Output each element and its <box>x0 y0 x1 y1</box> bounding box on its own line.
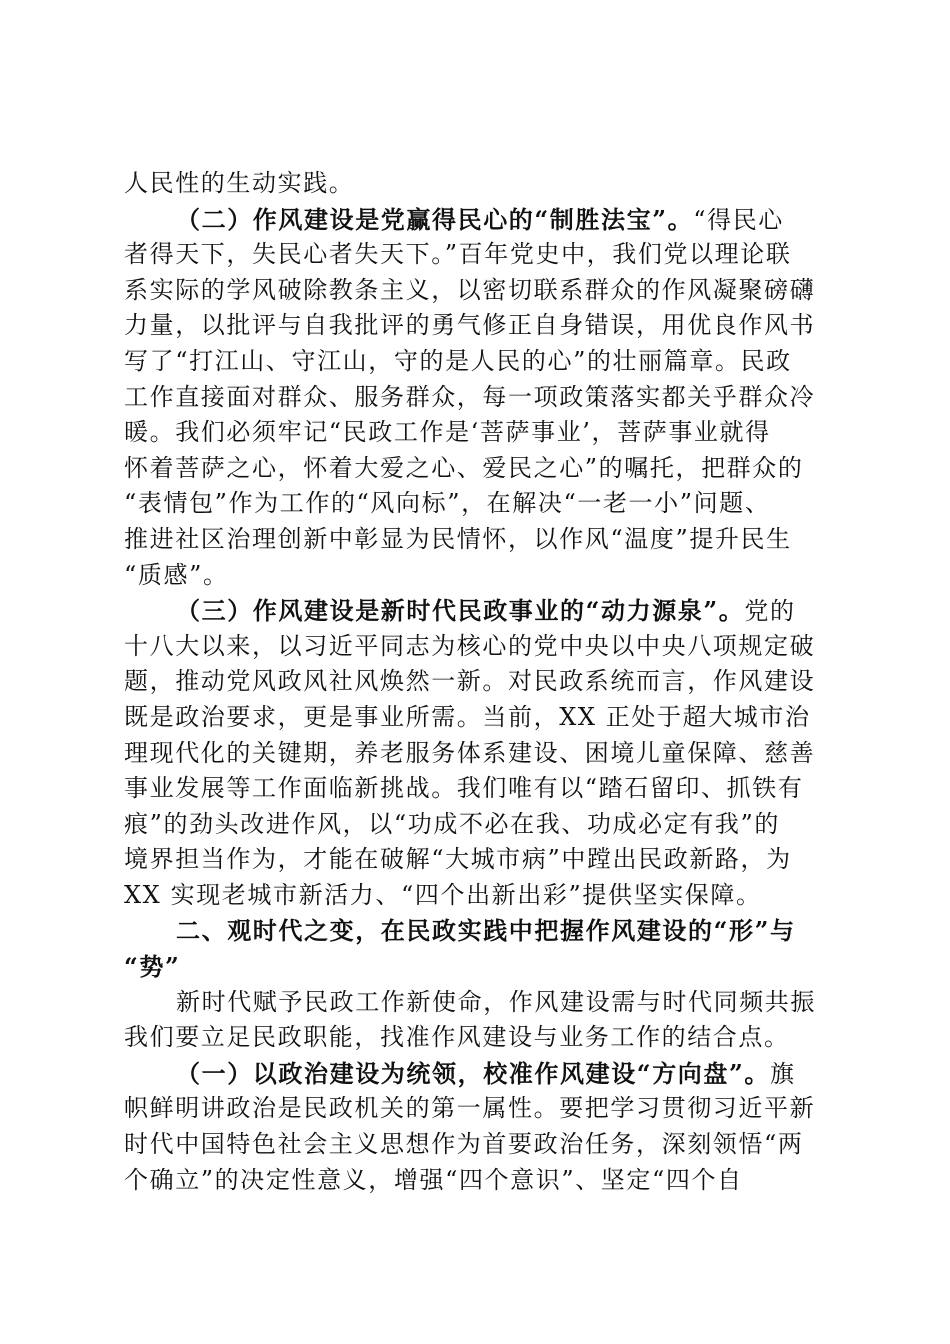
text-line: 写了“打江山、守江山，守的是人民的心”的壮丽篇章。民政 <box>124 346 792 375</box>
text-run: “得民心 <box>693 205 784 234</box>
text-line: 个确立”的决定性意义，增强“四个意识”、坚定“四个自 <box>124 1165 743 1194</box>
text-line: 境界担当作为，才能在破解“大城市病”中蹚出民政新路，为 <box>124 845 792 874</box>
text-line: 事业发展等工作面临新挑战。我们唯有以“踏石留印、抓铁有 <box>124 774 804 803</box>
text-line: 怀着菩萨之心，怀着大爱之心、爱民之心”的嘱托，把群众的 <box>124 453 804 482</box>
text-line: “质感”。 <box>124 560 229 589</box>
text-run: 旗 <box>770 1059 796 1088</box>
section-paragraph <box>124 593 836 629</box>
text-line: 力量，以批评与自我批评的勇气修正自身错误，用优良作风书 <box>124 311 816 340</box>
text-line: 人民性的生动实践。 <box>124 169 355 197</box>
section-lead: （二）作风建设是党赢得民心的“制胜法宝”。 <box>176 204 694 234</box>
text-line: 我们要立足民政职能，找准作风建设与业务工作的结合点。 <box>124 1023 790 1052</box>
text-run: 党的 <box>744 597 796 626</box>
section-heading: 二、观时代之变，在民政实践中把握作风建设的“形”与 <box>176 916 796 946</box>
section-paragraph <box>124 202 836 238</box>
section-paragraph <box>124 1056 836 1092</box>
section-lead: （三）作风建设是新时代民政事业的“动力源泉”。 <box>176 596 745 626</box>
text-line: 既是政治要求，更是事业所需。当前，XX 正处于超大城市治 <box>124 702 811 731</box>
document-body <box>124 166 836 1198</box>
text-line: 帜鲜明讲政治是民政机关的第一属性。要把学习贯彻习近平新 <box>124 1094 816 1123</box>
text-line: 理现代化的关键期，养老服务体系建设、困境儿童保障、慈善 <box>124 738 816 767</box>
text-line: 者得天下，失民心者失天下。”百年党史中，我们党以理论联 <box>124 240 792 269</box>
text-line: 系实际的学风破除教条主义，以密切联系群众的作风凝聚磅礴 <box>124 275 816 304</box>
text-line: 工作直接面对群众、服务群众，每一项政策落实都关乎群众冷 <box>124 382 816 411</box>
text-line: 题，推动党风政风社风焕然一新。对民政系统而言，作风建设 <box>124 667 816 696</box>
section-lead: （一）以政治建设为统领，校准作风建设“方向盘”。 <box>176 1058 771 1088</box>
text-line: “表情包”作为工作的“风向标”，在解决“一老一小”问题、 <box>124 489 771 518</box>
text-line: 暖。我们必须牢记“民政工作是‘菩萨事业’，菩萨事业就得 <box>124 418 771 447</box>
text-line: 十八大以来，以习近平同志为核心的党中央以中央八项规定破 <box>124 631 816 660</box>
text-line: 时代中国特色社会主义思想作为首要政治任务，深刻领悟“两 <box>124 1130 804 1159</box>
text-line: 推进社区治理创新中彰显为民情怀，以作风“温度”提升民生 <box>124 524 792 553</box>
section-heading-continued: “势” <box>124 952 181 982</box>
paragraph-first-line: 新时代赋予民政工作新使命，作风建设需与时代同频共振 <box>176 987 816 1016</box>
text-line: 痕”的劲头改进作风，以“功成不必在我、功成必定有我”的 <box>124 809 781 838</box>
text-line: XX 实现老城市新活力、“四个出新出彩”提供坚实保障。 <box>124 880 762 909</box>
